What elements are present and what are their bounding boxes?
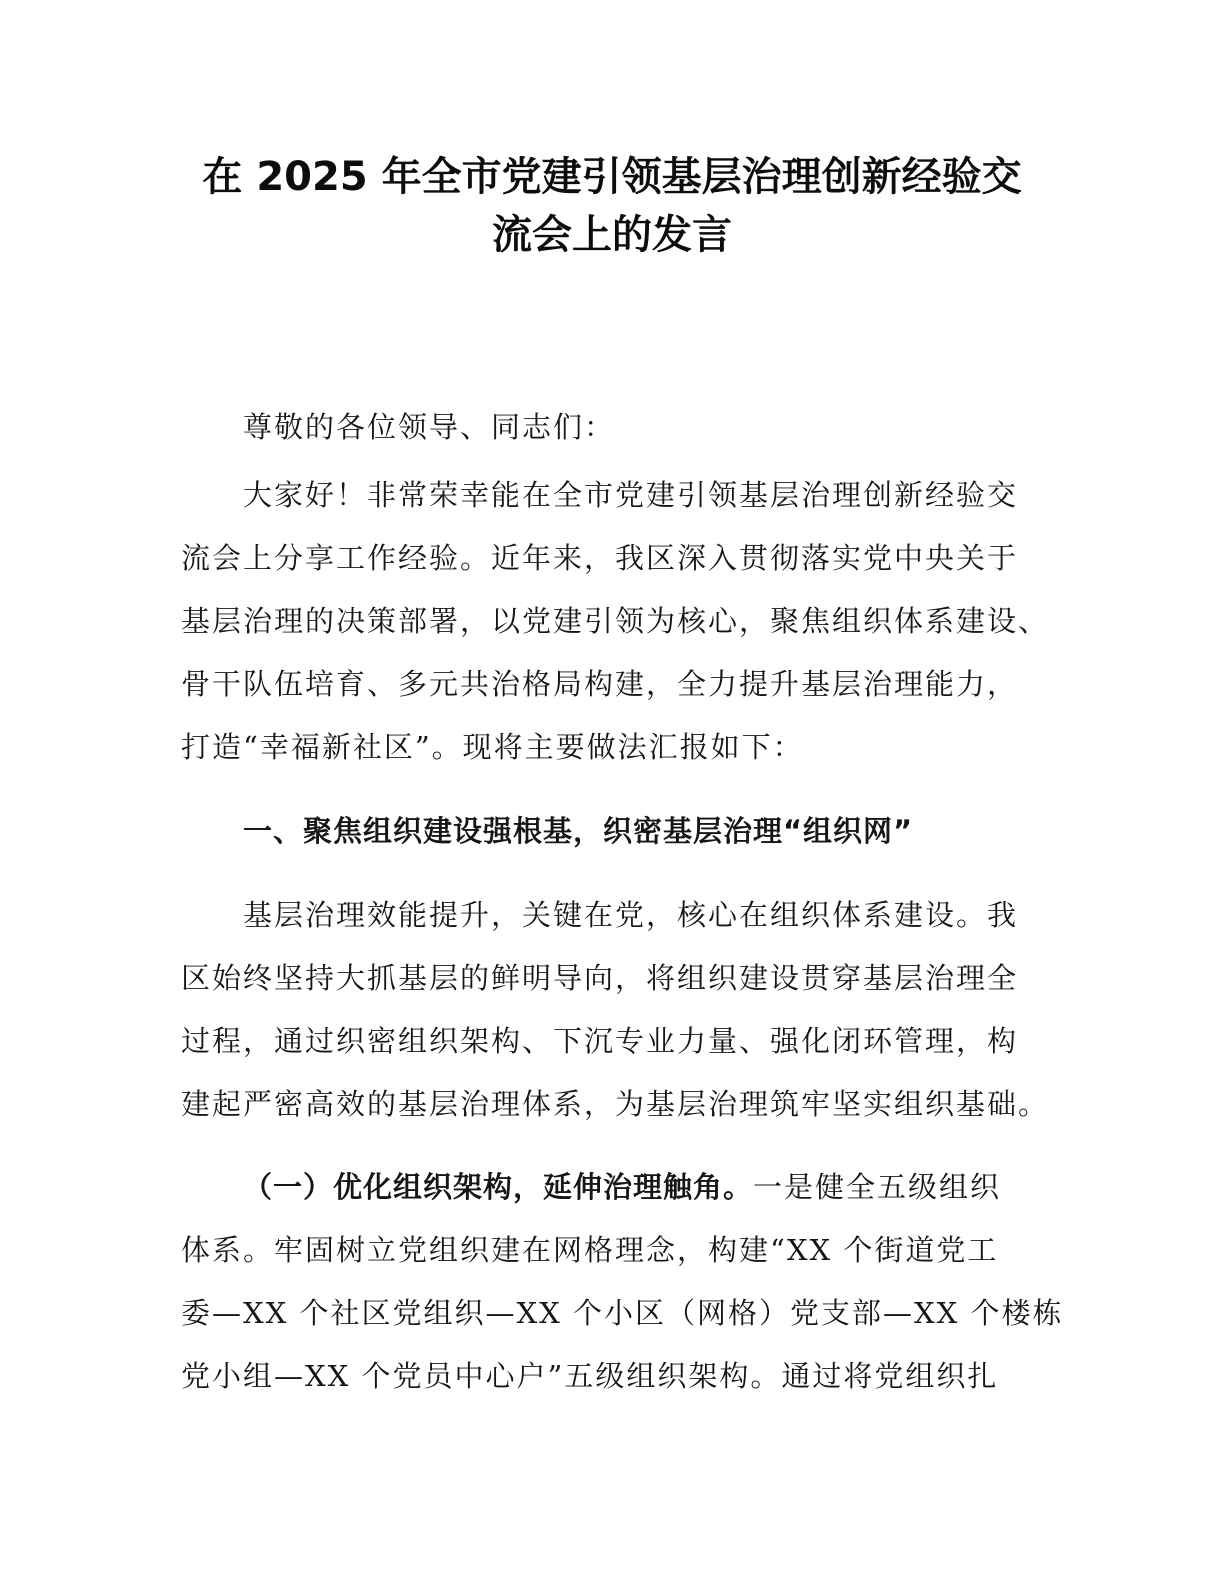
subsection-1-line-3: 委—XX 个社区党组织—XX 个小区（网格）党支部—XX 个楼栋 (181, 1296, 1064, 1330)
section-1-line-4: 建起严密高效的基层治理体系，为基层治理筑牢坚实组织基础。 (181, 1087, 1050, 1121)
document-title (150, 148, 1074, 264)
title-line-1: 在 2025 年全市党建引领基层治理创新经验交 (202, 154, 1022, 200)
subsection-1-paragraph (181, 1156, 1064, 1408)
salutation: 尊敬的各位领导、同志们： (243, 410, 616, 444)
title-line-2: 流会上的发言 (492, 212, 732, 258)
subsection-1-line-1 (181, 1156, 1061, 1219)
section-1-paragraph (181, 884, 1061, 1136)
intro-line-2: 流会上分享工作经验。近年来，我区深入贯彻落实党中央关于 (181, 541, 1019, 575)
section-1-line-2: 区始终坚持大抓基层的鲜明导向，将组织建设贯穿基层治理全 (181, 961, 1019, 995)
intro-line-1: 大家好！非常荣幸能在全市党建引领基层治理创新经验交 (243, 478, 1019, 512)
salutation-block (181, 396, 1061, 459)
subsection-1-line-4: 党小组—XX 个党员中心户”五级组织架构。通过将党组织扎 (181, 1359, 999, 1393)
section-1-line-3: 过程，通过织密组织架构、下沉专业力量、强化闭环管理，构 (181, 1024, 1019, 1058)
intro-line-3: 基层治理的决策部署，以党建引领为核心，聚焦组织体系建设、 (181, 604, 1050, 638)
intro-paragraph (181, 464, 1061, 779)
subsection-1-line-2: 体系。牢固树立党组织建在网格理念，构建“XX 个街道党工 (181, 1233, 999, 1267)
section-1-line-1: 基层治理效能提升，关键在党，核心在组织体系建设。我 (243, 898, 1019, 932)
subsection-1-line-1-rest: 一是健全五级组织 (753, 1170, 1002, 1204)
section-1-heading: 一、聚焦组织建设强根基，织密基层治理“组织网” (243, 814, 914, 848)
section-1-heading-block (181, 800, 1061, 863)
intro-line-5: 打造“幸福新社区”。现将主要做法汇报如下： (181, 730, 804, 764)
intro-line-4: 骨干队伍培育、多元共治格局构建，全力提升基层治理能力， (181, 667, 1019, 701)
subsection-1-heading: （一）优化组织架构，延伸治理触角。 (243, 1170, 754, 1204)
